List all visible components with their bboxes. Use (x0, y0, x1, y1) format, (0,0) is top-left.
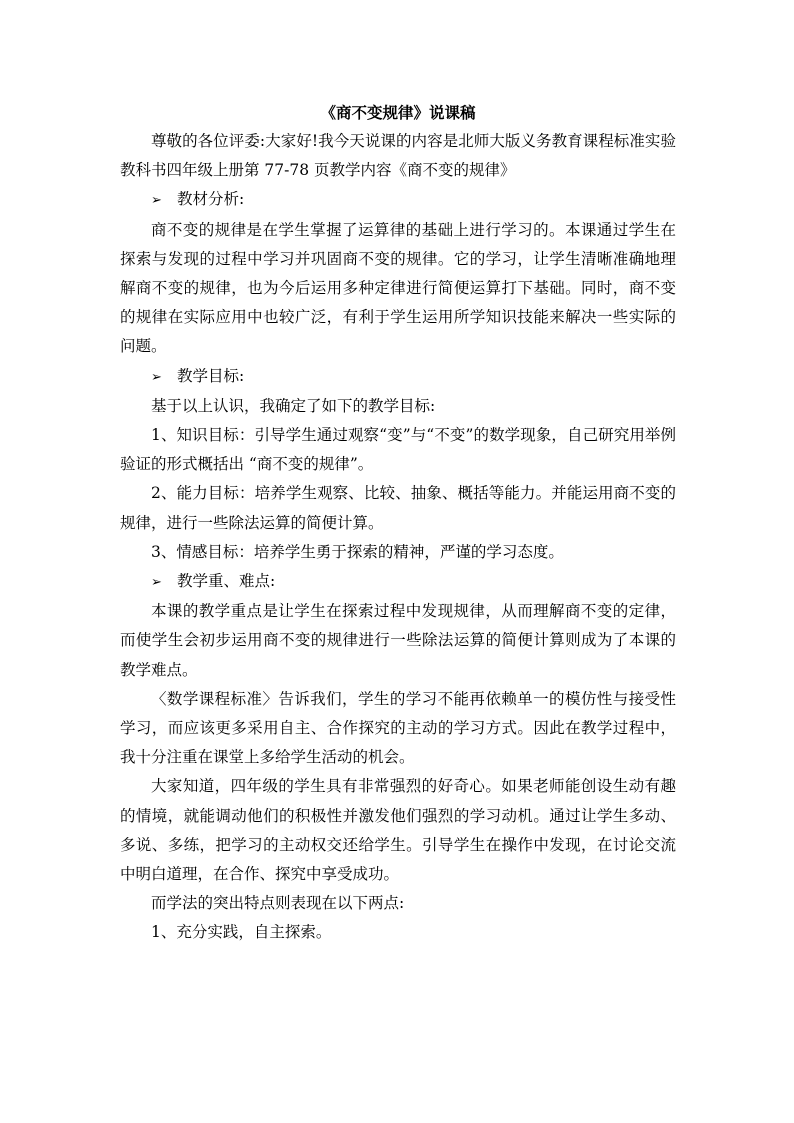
document-body (120, 98, 676, 948)
objectives-lead: 基于以上认识，我确定了如下的教学目标: (151, 396, 436, 415)
section-heading-text: 教材分析: (177, 190, 245, 209)
section-heading-text: 教学重、难点: (177, 572, 276, 591)
section-heading-key-points (120, 567, 676, 597)
curriculum-paragraph: 〈数学课程标准〉告诉我们，学生的学习不能再依赖单一的模仿性与接受性学习，而应该更多采用自主、合作探究的主动的学习方式。因此在教学过程中，我十分注重在课堂上多给学生活动的机会。 (120, 689, 676, 767)
materials-paragraph: 商不变的规律是在学生掌握了运算律的基础上进行学习的。本课通过学生在探索与发现的过程中学习并巩固商不变的规律。它的学习，让学生清晰准确地理解商不变的规律，也为今后运用多种定律进行简便运算打下基础。同时，商不变的规律在实际应用中也较广泛，有利于学生运用所学知识技能来解决一些实际的问题。 (120, 220, 676, 356)
objective-ability: 2、能力目标：培养学生观察、比较、抽象、概括等能力。并能运用商不变的规律，进行一些除法运算的简便计算。 (120, 484, 676, 532)
arrow-bullet-icon: ➢ (151, 575, 162, 591)
section-heading-materials (120, 185, 676, 215)
section-heading-text: 教学目标: (177, 366, 245, 385)
section-heading-objectives (120, 362, 676, 392)
students-paragraph: 大家知道，四年级的学生具有非常强烈的好奇心。如果老师能创设生动有趣的情境，就能调动他们的积极性并激发他们强烈的学习动机。通过让学生多动、多说、多练，把学习的主动权交还给学生。引导学生在操作中发现，在讨论交流中明白道理，在合作、探究中享受成功。 (120, 777, 676, 884)
arrow-bullet-icon: ➢ (151, 369, 162, 385)
intro-paragraph: 尊敬的各位评委:大家好!我今天说课的内容是北师大版义务教育课程标准实验教科书四年级上册第 77-78 页教学内容《商不变的规律》 (120, 132, 676, 180)
learning-method-item-1: 1、充分实践，自主探索。 (151, 923, 332, 942)
arrow-bullet-icon: ➢ (151, 193, 162, 209)
objective-knowledge: 1、知识目标：引导学生通过观察“变”与“不变”的数学现象，自己研究用举例验证的形式概括出 “商不变的规律”。 (120, 426, 676, 474)
objective-emotion: 3、情感目标：培养学生勇于探索的精神，严谨的学习态度。 (151, 542, 564, 561)
key-points-paragraph: 本课的教学重点是让学生在探索过程中发现规律，从而理解商不变的定律，而使学生会初步运用商不变的规律进行一些除法运算的简便计算则成为了本课的教学难点。 (120, 602, 676, 679)
document-title: 《商不变规律》说课稿 (320, 103, 476, 122)
learning-method-lead: 而学法的突出特点则表现在以下两点: (151, 894, 405, 913)
